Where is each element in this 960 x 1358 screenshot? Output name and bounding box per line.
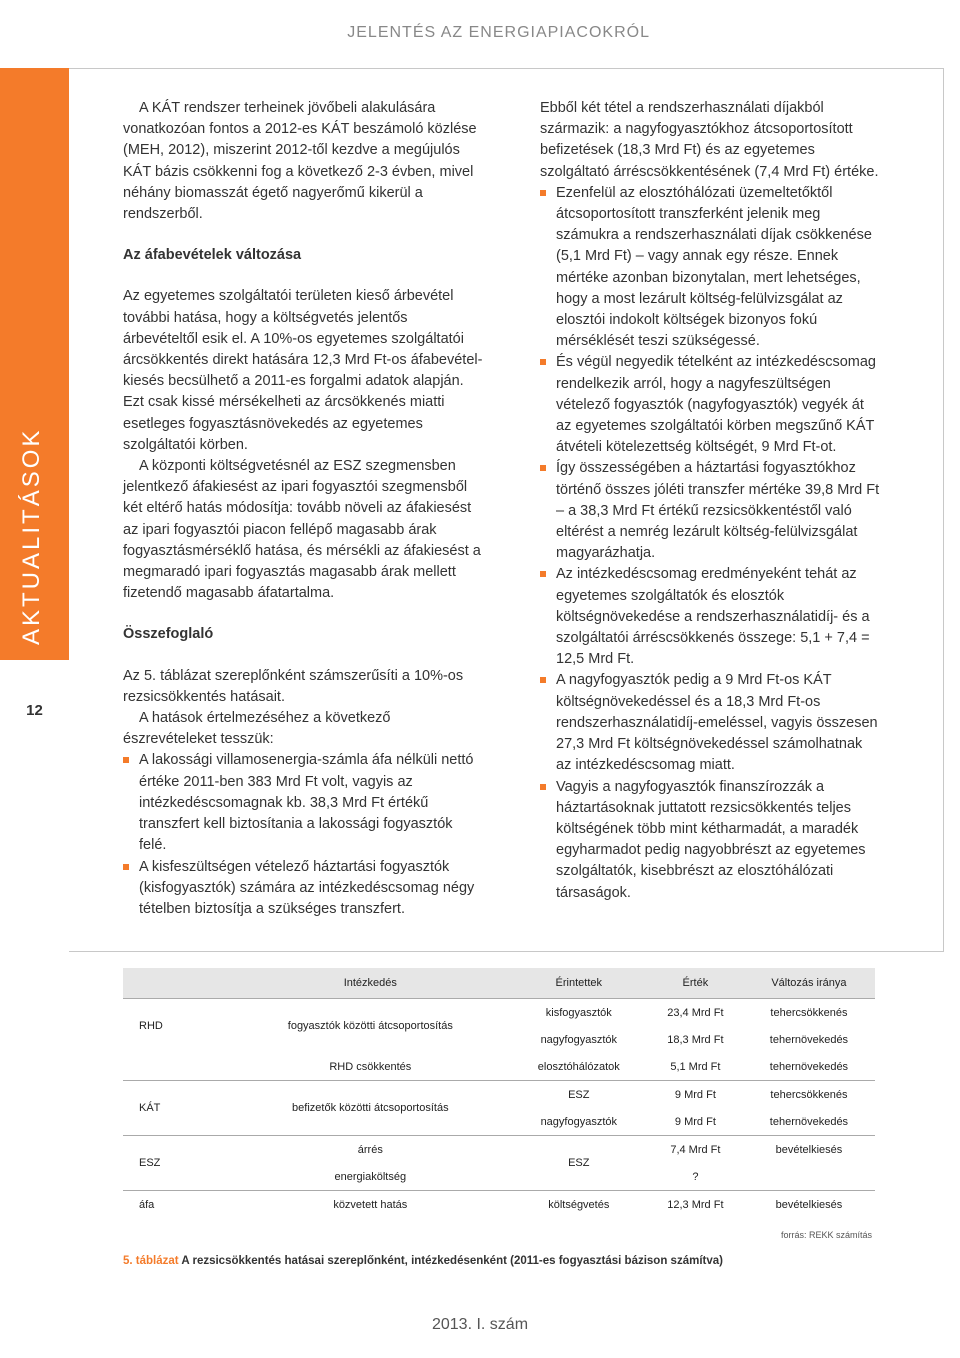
section-sidebar [0,68,69,660]
table-cell: 9 Mrd Ft [674,1115,716,1128]
section-heading: Az áfabevételek változása [123,247,302,264]
table-cell: fogyasztók közötti átcsoportosítás [287,1020,453,1032]
table-cell: RHD csökkentés [329,1060,412,1073]
bullet-item: Vagyis a nagyfogyasztók finanszírozzák a háztartásoknak juttatott rezsicsökkentés teljes költségének több mint kétharmadát, a maradék egyharmadot pedig nagyobbrészt az egyetemes szolgáltatók, kisebbrészt az elosztóhálózati társaságok. [540,777,880,904]
table-cell: tehernövekedés [769,1115,849,1128]
table-cell: nagyfogyasztók [540,1115,617,1128]
table-cell: árrés [231,1136,510,1164]
section-heading: Összefoglaló [123,626,214,643]
page-number: 12 [26,702,43,719]
table-cell: KÁT [123,1081,231,1136]
table-cell: közvetett hatás [231,1191,510,1219]
paragraph: Az 5. táblázat szereplőnként számszerűsíti a 10%-os rezsicsökkentés hatásait. [123,667,464,705]
table-row [123,1081,875,1109]
table-cell: bevételkiesés [743,1191,875,1219]
table-cell: tehercsökkenés [743,1081,875,1109]
paragraph: Ebből két tétel a rendszerhasználati díjakból származik: a nagyfogyasztókhoz átcsoportosított befizetések (18,3 Mrd Ft) és az egyetemes szolgáltató árréscsökkentésének (7,4 Mrd Ft) értéke. [540,100,879,180]
paragraph: A hatások értelmezéséhez a következő észrevételeket tesszük: [123,710,391,748]
bullet-item: A nagyfogyasztók pedig a 9 Mrd Ft-os KÁT költségnövekedéssel és a 18,3 Mrd Ft-os rendszerhasználatidíj-emeléssel, vagyis összesen 27,3 Mrd Ft költségnövekedéssel számolhatnak az intézkedéscsomag miatt. [540,670,880,776]
table-cell: 23,4 Mrd Ft [667,1006,724,1019]
table-caption [123,1255,723,1267]
table-cell: kisfogyasztók [545,1006,612,1019]
impact-table [123,968,875,1218]
table-header: Érték [648,968,743,999]
table-cell: energiaköltség [334,1170,407,1183]
table-cell: tehercsökkenés [770,1006,848,1019]
table-row [123,1191,875,1219]
table-row [123,1053,875,1081]
bullet-item: És végül negyedik tételként az intézkedéscsomag rendelkezik arról, hogy a nagyfeszültségen vételező fogyasztók (nagyfogyasztók) vegyék át az egyetemes szolgáltatói körben megszűnő KÁT átvételi kötelezettség költségét, 9 Mrd Ft-ot. [540,352,880,458]
running-header: JELENTÉS AZ ENERGIAPIACOKRÓL [347,24,650,41]
table-cell [123,1053,231,1081]
table-cell: tehernövekedés [769,1033,849,1046]
bullet-item: A kisfeszültségen vételező háztartási fogyasztók (kisfogyasztók) számára az intézkedéscsomag négy tételben biztosítja a szükséges transzfert. [123,857,483,921]
table-cell: elosztóhálózatok [537,1060,620,1073]
table-cell: RHD [139,1020,163,1032]
data-table-wrap [123,968,878,1218]
table-cell: ESZ [510,1081,648,1109]
table-cell [743,1163,875,1191]
table-cell: nagyfogyasztók [540,1033,617,1046]
table-row [123,1136,875,1164]
table-header: Intézkedés [231,968,510,999]
caption-number: 5. táblázat [123,1255,179,1267]
table-cell: befizetők közötti átcsoportosítás [231,1081,510,1136]
table-header [123,968,231,999]
table-cell: 18,3 Mrd Ft [667,1033,724,1046]
bullet-item: Ezenfelül az elosztóhálózati üzemeltetőktől átcsoportosított transzferként jelenik meg számukra a rendszerhasználati díjak csökkenése (5,1 Mrd Ft) – vagy annak egy része. Ennek mértéke azonban bizonytalan, mert lehetséges, hogy a most lezárult költség-felülvizsgálat az elosztói indokolt költségek bizonyos fokú mérséklését teszi szükségessé. [540,183,880,353]
table-cell: költségvetés [510,1191,648,1219]
bullet-item: Az intézkedéscsomag eredményeként tehát az egyetemes szolgáltatók és elosztók költségnövekedése a rendszerhasználatidíj- és a szolgáltatói árréscsökkenés összege: 5,1 + 7,4 = 12,5 Mrd Ft. [540,564,880,670]
table-cell: 7,4 Mrd Ft [648,1136,743,1164]
table-source: forrás: REKK számítás [780,1230,872,1240]
table-row [123,1163,875,1191]
table-cell: ? [692,1170,699,1183]
left-column [123,98,483,920]
table-header: Változás iránya [743,968,875,999]
table-header: Érintettek [510,968,648,999]
bullet-item: A lakossági villamosenergia-számla áfa nélküli nettó értéke 2011-ben 383 Mrd Ft volt, vagyis az intézkedéscsomagnak kb. 38,3 Mrd Ft értékű transzfert kell biztosítania a lakossági fogyasztók felé. [123,750,483,856]
issue-footer: 2013. I. szám [431,1316,529,1333]
paragraph: A KÁT rendszer terheinek jövőbeli alakulására vonatkozóan fontos a 2012-es KÁT beszámoló közlése (MEH, 2012), miszerint 2012-től kezdve a megújulós KÁT bázis csökkenni fog a következő 2-3 évben, mivel néhány biomasszát égető nagyerőmű kikerül a rendszerből. [123,100,477,223]
table-cell: 9 Mrd Ft [648,1081,743,1109]
table-cell: 5,1 Mrd Ft [670,1060,721,1073]
right-column [540,98,880,904]
table-cell: áfa [123,1191,231,1219]
paragraph: Az egyetemes szolgáltatói területen kieső árbevétel további hatása, hogy a költségvetés jelentős árbevételtől esik el. A 10%-os egyetemes szolgáltatói árcsökkentés direkt hatására 12,3 Mrd Ft-os áfabevétel-kiesés becsülhető a 2011-es forgalmi adatok alapján. Ezt csak kissé mérsékelheti az árcsökkenés miatti esetleges fogyasztásnövekedés az egyetemes szolgáltatói körben. [123,288,483,453]
caption-text: A rezsicsökkentés hatásai szereplőnként, intézkedésenként (2011-es fogyasztási bázison számítva) [181,1255,723,1267]
table-cell: bevételkiesés [743,1136,875,1164]
bullet-item: Így összességében a háztartási fogyasztókhoz történő összes jóléti transzfer mértéke 39,8 Mrd Ft – a 38,3 Mrd Ft értékű rezsicsökkentéstől való eltérést a nemrég lezárult költség-felülvizsgálat magyarázhatja. [540,458,880,564]
table-cell: ESZ [510,1136,648,1191]
table-row [123,999,875,1027]
table-cell: ESZ [123,1136,231,1191]
table-cell: tehernövekedés [769,1060,849,1073]
table-cell: 12,3 Mrd Ft [648,1191,743,1219]
paragraph: A központi költségvetésnél az ESZ szegmensben jelentkező áfakiesést az ipari fogyasztói szegmensből két eltérő hatás módosítja: tovább növeli az áfakiesést az ipari fogyasztói piacon fellépő magasabb árak fogyasztásmérséklő hatása, és mérsékli az áfakiesést a megmaradó ipari fogyasztás magasabb árak mellett fizetendő magasabb áfatartalma. [123,458,481,602]
table-header-row [123,968,875,999]
section-label: AKTUALITÁSOK [18,427,45,645]
